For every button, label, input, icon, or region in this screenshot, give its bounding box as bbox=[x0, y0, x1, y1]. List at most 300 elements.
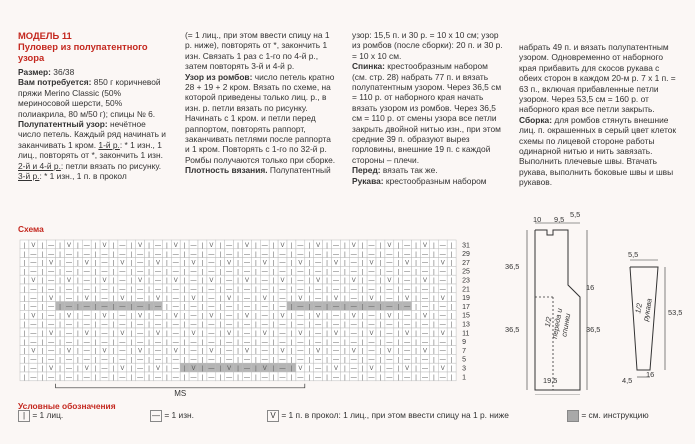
chart-symbol: — bbox=[101, 287, 108, 293]
chart-symbol: — bbox=[315, 260, 322, 267]
chart-symbol: | bbox=[130, 295, 133, 302]
materials-line bbox=[18, 77, 170, 119]
chart-symbol: V bbox=[138, 348, 143, 355]
chart-symbol: | bbox=[361, 269, 364, 276]
chart-symbol: — bbox=[279, 339, 286, 346]
chart-symbol: | bbox=[344, 304, 346, 311]
chart-symbol: — bbox=[279, 331, 286, 337]
chart-symbol: | bbox=[166, 251, 168, 258]
dim-body-right-upper: 16 bbox=[586, 283, 595, 292]
chart-symbol: | bbox=[344, 366, 346, 373]
chart-symbol: — bbox=[386, 269, 393, 276]
chart-symbol: V bbox=[333, 331, 338, 337]
chart-symbol: — bbox=[368, 243, 375, 249]
chart-symbol: — bbox=[421, 375, 428, 381]
chart-symbol: | bbox=[308, 295, 311, 302]
chart-symbol: V bbox=[316, 348, 321, 355]
chart-symbol: | bbox=[41, 287, 44, 293]
chart-symbol: | bbox=[237, 260, 239, 267]
chart-symbol: | bbox=[201, 287, 204, 293]
chart-symbol: V bbox=[387, 313, 392, 320]
chart-symbol: — bbox=[65, 304, 72, 311]
chart-symbol: | bbox=[219, 260, 222, 267]
chart-symbol: | bbox=[59, 251, 61, 258]
chart-symbol: — bbox=[154, 251, 161, 258]
chart-symbol: | bbox=[130, 260, 133, 267]
chart-symbol: | bbox=[308, 339, 311, 346]
chart-symbol: | bbox=[130, 366, 133, 373]
chart-symbol: — bbox=[243, 251, 250, 258]
chart-symbol: — bbox=[172, 269, 179, 276]
chart-symbol: — bbox=[190, 348, 197, 355]
chart-symbol: V bbox=[66, 243, 71, 249]
chart-symbol: — bbox=[386, 357, 393, 364]
chart-symbol: | bbox=[433, 278, 435, 285]
chart-symbol: V bbox=[173, 278, 178, 285]
chart-symbol: V bbox=[155, 366, 160, 373]
chart-symbol: — bbox=[404, 322, 411, 329]
back-line bbox=[352, 61, 504, 165]
chart-symbol: — bbox=[315, 269, 322, 276]
chart-symbol: | bbox=[94, 251, 97, 258]
chart-symbol: | bbox=[237, 357, 239, 364]
chart-symbol: | bbox=[361, 260, 364, 267]
chart-symbol: | bbox=[290, 304, 293, 311]
chart-symbol: — bbox=[101, 322, 108, 329]
chart-symbol: — bbox=[172, 322, 179, 329]
chart-symbol: — bbox=[226, 304, 233, 311]
chart-symbol: | bbox=[94, 331, 97, 337]
model-subtitle: Пуловер из полупатентного узора bbox=[18, 41, 148, 63]
chart-symbol: — bbox=[101, 295, 108, 302]
chart-row-number: 31 bbox=[462, 242, 470, 250]
chart-symbol: | bbox=[415, 260, 417, 267]
chart-symbol: V bbox=[155, 260, 160, 267]
chart-symbol: — bbox=[261, 243, 268, 249]
chart-symbol: | bbox=[219, 357, 222, 364]
chart-symbol: — bbox=[261, 304, 268, 311]
chart-symbol: — bbox=[65, 260, 72, 267]
chart-symbol: | bbox=[201, 339, 204, 346]
chart-symbol: — bbox=[297, 243, 304, 249]
chart-symbol: — bbox=[332, 251, 339, 258]
chart-symbol: — bbox=[172, 295, 179, 302]
chart-symbol: | bbox=[397, 278, 400, 285]
chart-symbol: | bbox=[41, 295, 44, 302]
chart-symbol: — bbox=[368, 269, 375, 276]
chart-symbol: V bbox=[405, 260, 410, 267]
chart-symbol: | bbox=[112, 295, 115, 302]
chart-symbol: — bbox=[30, 322, 37, 329]
chart-symbol: | bbox=[308, 278, 311, 285]
chart-symbol: — bbox=[101, 304, 108, 311]
chart-symbol: | bbox=[433, 348, 435, 355]
chart-symbol: V bbox=[209, 313, 214, 320]
chart-symbol: | bbox=[255, 295, 257, 302]
chart-symbol: | bbox=[415, 357, 417, 364]
chart-symbol: V bbox=[440, 366, 445, 373]
chart-symbol: | bbox=[308, 313, 311, 320]
chart-symbol: — bbox=[297, 348, 304, 355]
chart-symbol: — bbox=[48, 313, 55, 320]
chart-symbol: | bbox=[112, 260, 115, 267]
chart-symbol: | bbox=[183, 251, 186, 258]
chart-symbol: | bbox=[326, 331, 328, 337]
chart-cells bbox=[20, 240, 456, 381]
chart-symbol: | bbox=[379, 313, 382, 320]
chart-symbol: | bbox=[397, 295, 400, 302]
chart-symbol: | bbox=[23, 375, 26, 381]
chart-symbol: — bbox=[172, 357, 179, 364]
chart-symbol: | bbox=[308, 260, 311, 267]
chart-symbol: — bbox=[386, 260, 393, 267]
chart-symbol: — bbox=[190, 304, 197, 311]
pattern-label: Полупатентный узор: bbox=[18, 119, 108, 130]
body-piece-label: 1/2 переда и спинки bbox=[542, 307, 573, 340]
chart-symbol: | bbox=[59, 304, 61, 311]
chart-symbol: | bbox=[308, 331, 311, 337]
chart-symbol: | bbox=[272, 322, 275, 329]
chart-symbol: V bbox=[66, 278, 71, 285]
chart-symbol: — bbox=[439, 251, 446, 258]
chart-symbol: V bbox=[66, 348, 71, 355]
chart-symbol: — bbox=[208, 295, 215, 302]
chart-row-number: 5 bbox=[462, 356, 467, 364]
col2-text1: (= 1 лиц., при этом ввести спицу на 1 р. ниже), повторять от *, закончить 1 изн. Связать 1 раз с 1-го по 4-й р., затем повторять 3-й и 4-й р. bbox=[185, 30, 330, 72]
chart-row-number: 27 bbox=[462, 259, 470, 267]
chart-symbol: | bbox=[59, 313, 61, 320]
chart-symbol: | bbox=[433, 304, 435, 311]
chart-symbol: | bbox=[255, 339, 257, 346]
chart-symbol: — bbox=[137, 251, 144, 258]
chart-row-number: 19 bbox=[462, 295, 470, 303]
chart-symbol: | bbox=[397, 269, 400, 276]
chart-symbol: — bbox=[243, 287, 250, 293]
model-title: МОДЕЛЬ 11 bbox=[18, 30, 72, 41]
chart-symbol: | bbox=[361, 366, 364, 373]
col4-text1: набрать 49 п. и вязать полупатентным узором. Одновременно от наборного края прибавить для скосов рукава с обеих сторон в каждом 20-м р. 7 х 1 п. = 63 п., включая прибавленные петли узором. Через 53,5 см = 160 р. от наборного края все петли закрыть. bbox=[519, 42, 676, 115]
chart-symbol: V bbox=[262, 331, 267, 337]
chart-symbol: | bbox=[361, 278, 364, 285]
chart-symbol: — bbox=[315, 322, 322, 329]
chart-symbol: — bbox=[172, 287, 179, 293]
chart-symbol: | bbox=[23, 366, 26, 373]
chart-symbol: — bbox=[439, 375, 446, 381]
chart-symbol: | bbox=[379, 278, 382, 285]
chart-symbol: — bbox=[208, 269, 215, 276]
chart-symbol: — bbox=[83, 269, 90, 276]
chart-symbol: | bbox=[397, 313, 400, 320]
chart-symbol: | bbox=[94, 313, 97, 320]
chart-symbol: — bbox=[350, 375, 357, 381]
chart-symbol: — bbox=[48, 357, 55, 364]
materials-text: 850 г коричневой пряжи Merino Classic (50% мериносовой шерсти, 50% полиакрила, 80 м/50 г); спицы № 6. bbox=[18, 77, 161, 119]
chart-symbol: | bbox=[201, 243, 204, 249]
chart-symbol: | bbox=[237, 243, 239, 249]
chart-symbol: — bbox=[386, 375, 393, 381]
chart-symbol: | bbox=[255, 357, 257, 364]
chart-symbol: | bbox=[23, 339, 26, 346]
chart-symbol: | bbox=[344, 251, 346, 258]
chart-symbol: — bbox=[137, 331, 144, 337]
chart-symbol: | bbox=[272, 278, 275, 285]
chart-symbol: — bbox=[119, 269, 126, 276]
chart-symbol: | bbox=[450, 269, 453, 276]
chart-symbol: — bbox=[65, 339, 72, 346]
chart-symbol: V bbox=[84, 260, 89, 267]
chart-symbol: | bbox=[255, 331, 257, 337]
chart-symbol: V bbox=[31, 243, 36, 249]
chart-symbol: V bbox=[173, 243, 178, 249]
chart-symbol: | bbox=[255, 251, 257, 258]
chart-symbol: | bbox=[272, 269, 275, 276]
chart-symbol: — bbox=[226, 322, 233, 329]
chart-symbol: — bbox=[332, 269, 339, 276]
chart-symbol: — bbox=[65, 331, 72, 337]
chart-symbol: | bbox=[308, 375, 311, 381]
chart-symbol: | bbox=[379, 339, 382, 346]
chart-symbol: V bbox=[31, 313, 36, 320]
garment-schematic bbox=[505, 205, 690, 395]
chart-symbol: | bbox=[379, 322, 382, 329]
chart-symbol: V bbox=[31, 278, 36, 285]
chart-symbol: | bbox=[94, 243, 97, 249]
chart-symbol: V bbox=[333, 366, 338, 373]
chart-symbol: — bbox=[172, 260, 179, 267]
chart-symbol: V bbox=[244, 348, 249, 355]
chart-symbol: — bbox=[83, 287, 90, 293]
chart-symbol: — bbox=[386, 339, 393, 346]
chart-symbol: V bbox=[138, 243, 143, 249]
chart-symbol: — bbox=[48, 322, 55, 329]
chart-symbol: — bbox=[279, 260, 286, 267]
chart-symbol: | bbox=[361, 243, 364, 249]
chart-symbol: | bbox=[94, 366, 97, 373]
front-line bbox=[352, 165, 504, 175]
assembly-text: для ромбов стянуть внешние лиц. п. окрашенных в серый цвет клеток схемы по лицевой стороне работы одинарной нитью и нить завязать. Выполнить плечевые швы. Втачать рукава, выполнить боковые швы и швы рукавов. bbox=[519, 114, 677, 188]
chart-symbol: — bbox=[208, 331, 215, 337]
chart-symbol: | bbox=[290, 366, 293, 373]
chart-symbol: | bbox=[450, 375, 453, 381]
chart-symbol: V bbox=[351, 313, 356, 320]
chart-symbol: | bbox=[415, 322, 417, 329]
chart-symbol: | bbox=[433, 313, 435, 320]
chart-symbol: | bbox=[166, 304, 168, 311]
chart-symbol: — bbox=[137, 322, 144, 329]
chart-symbol: V bbox=[191, 260, 196, 267]
chart-symbol: — bbox=[368, 287, 375, 293]
chart-symbol: | bbox=[415, 243, 417, 249]
chart-symbol: | bbox=[237, 366, 239, 373]
chart-symbol: V bbox=[387, 278, 392, 285]
chart-symbol: V bbox=[209, 348, 214, 355]
chart-symbol: — bbox=[386, 295, 393, 302]
chart-symbol: — bbox=[421, 331, 428, 337]
chart-symbol: | bbox=[94, 287, 97, 293]
chart-symbol: — bbox=[119, 339, 126, 346]
chart-symbol: — bbox=[119, 357, 126, 364]
chart-symbol: — bbox=[65, 295, 72, 302]
chart-symbol: | bbox=[166, 339, 168, 346]
chart-symbol: | bbox=[255, 287, 257, 293]
back-text: крестообразным набором (см. стр. 28) набрать 77 п. и вязать полупатентным узором. Через 36,5 см = 110 р. от наборного края начать вязать узором из ромбов. Через 36,5 см = 110 р. от смены узора все петли закрыть двойной нитью изн., при этом средние 39 п. образуют вырез горловины, внешние 19 п. с каждой стороны – плечи. bbox=[352, 61, 502, 165]
chart-symbol: | bbox=[41, 357, 44, 364]
chart-symbol: | bbox=[415, 348, 417, 355]
chart-symbol: — bbox=[404, 357, 411, 364]
chart-symbol: — bbox=[154, 313, 161, 320]
chart-symbol: | bbox=[326, 357, 328, 364]
chart-symbol: — bbox=[332, 243, 339, 249]
chart-symbol: | bbox=[112, 331, 115, 337]
chart-symbol: — bbox=[48, 278, 55, 285]
chart-symbol: — bbox=[261, 357, 268, 364]
chart-symbol: | bbox=[433, 339, 435, 346]
chart-symbol: — bbox=[48, 348, 55, 355]
chart-symbol: — bbox=[137, 339, 144, 346]
chart-symbol: | bbox=[397, 375, 400, 381]
chart-symbol: | bbox=[130, 243, 133, 249]
chart-symbol: | bbox=[77, 331, 79, 337]
chart-row-number: 15 bbox=[462, 312, 470, 320]
chart-row-number: 23 bbox=[462, 277, 470, 285]
chart-symbol: | bbox=[344, 269, 346, 276]
chart-symbol: | bbox=[237, 278, 239, 285]
chart-symbol: — bbox=[65, 322, 72, 329]
chart-symbol: | bbox=[450, 243, 453, 249]
chart-symbol: | bbox=[130, 348, 133, 355]
chart-symbol: — bbox=[368, 322, 375, 329]
chart-row-number: 3 bbox=[462, 365, 467, 373]
legend-knit-symbol: | bbox=[18, 410, 30, 422]
chart-symbol: — bbox=[83, 313, 90, 320]
chart-symbol: | bbox=[326, 339, 328, 346]
chart-symbol: | bbox=[41, 331, 44, 337]
chart-symbol: | bbox=[148, 322, 150, 329]
chart-symbol: | bbox=[183, 348, 186, 355]
chart-symbol: | bbox=[148, 313, 150, 320]
chart-row-number: 13 bbox=[462, 321, 470, 329]
chart-symbol: — bbox=[226, 243, 233, 249]
chart-symbol: V bbox=[49, 331, 54, 337]
chart-symbol: — bbox=[315, 375, 322, 381]
chart-symbol: | bbox=[361, 357, 364, 364]
chart-symbol: — bbox=[137, 304, 144, 311]
chart-symbol: | bbox=[23, 331, 26, 337]
chart-symbol: — bbox=[101, 269, 108, 276]
chart-symbol: | bbox=[41, 375, 44, 381]
chart-symbol: | bbox=[290, 313, 293, 320]
chart-symbol: | bbox=[344, 322, 346, 329]
chart-symbol: — bbox=[261, 375, 268, 381]
chart-symbol: | bbox=[255, 322, 257, 329]
chart-symbol: — bbox=[101, 375, 108, 381]
chart-symbol: | bbox=[183, 243, 186, 249]
chart-symbol: — bbox=[154, 269, 161, 276]
chart-symbol: | bbox=[201, 260, 204, 267]
chart-symbol: — bbox=[190, 287, 197, 293]
chart-symbol: | bbox=[130, 357, 133, 364]
chart-symbol: V bbox=[49, 260, 54, 267]
chart-symbol: | bbox=[59, 322, 61, 329]
chart-symbol: | bbox=[201, 348, 204, 355]
chart-symbol: | bbox=[23, 287, 26, 293]
chart-symbol: | bbox=[450, 278, 453, 285]
chart-symbol: — bbox=[83, 375, 90, 381]
chart-symbol: | bbox=[166, 260, 168, 267]
chart-symbol: | bbox=[59, 260, 61, 267]
chart-symbol: | bbox=[112, 287, 115, 293]
chart-symbol: — bbox=[226, 348, 233, 355]
chart-symbol: | bbox=[59, 357, 61, 364]
chart-symbol: — bbox=[439, 322, 446, 329]
chart-symbol: — bbox=[154, 243, 161, 249]
chart-symbol: | bbox=[433, 375, 435, 381]
row24-text: : петли вязать по рисунку. bbox=[60, 160, 162, 171]
pattern-line bbox=[18, 119, 170, 181]
chart-symbol: — bbox=[119, 348, 126, 355]
chart-symbol: | bbox=[148, 269, 150, 276]
chart-symbol: | bbox=[201, 322, 204, 329]
density-line bbox=[185, 165, 337, 175]
chart-symbol: — bbox=[172, 304, 179, 311]
chart-symbol: V bbox=[422, 313, 427, 320]
row24-label: 2-й и 4-й р. bbox=[18, 160, 61, 171]
chart-symbol: | bbox=[166, 348, 168, 355]
legend-gray-symbol bbox=[567, 410, 579, 422]
chart-symbol: — bbox=[332, 287, 339, 293]
chart-symbol: — bbox=[30, 304, 37, 311]
chart-symbol: | bbox=[148, 357, 150, 364]
chart-symbol: | bbox=[397, 348, 400, 355]
chart-symbol: | bbox=[272, 357, 275, 364]
row1-label: 1-й р. bbox=[98, 139, 120, 150]
chart-symbol: | bbox=[379, 304, 382, 311]
assembly-label: Сборка: bbox=[519, 114, 552, 125]
chart-symbol: — bbox=[350, 322, 357, 329]
chart-symbol: | bbox=[166, 375, 168, 381]
chart-symbol: | bbox=[326, 366, 328, 373]
chart-symbol: | bbox=[308, 251, 311, 258]
rhombus-label: Узор из ромбов: bbox=[185, 71, 253, 82]
chart-symbol: | bbox=[450, 322, 453, 329]
chart-symbol: | bbox=[94, 295, 97, 302]
chart-symbol: — bbox=[190, 313, 197, 320]
chart-symbol: | bbox=[450, 287, 453, 293]
rhombus-text: число петель кратно 28 + 19 + 2 кром. Вязать по схеме, на которой приведены только лиц. р., в изн. р. петли вязать по рисунку. Начинать с 1 кром. и петли перед раппортом, повторять раппорт, заканчивать петлями после раппорта и 1 кром. Повторять с 1-го по 32-й р. Ромбы получаются только при сборке. bbox=[185, 71, 336, 165]
chart-symbol: — bbox=[332, 322, 339, 329]
chart-symbol: | bbox=[166, 357, 168, 364]
dim-sleeve-right: 53,5 bbox=[668, 308, 683, 317]
chart-symbol: | bbox=[219, 251, 222, 258]
chart-symbol: | bbox=[255, 313, 257, 320]
pattern-text: нечётное число петель. Каждый ряд начинать и заканчивать 1 кром. bbox=[18, 119, 166, 150]
chart-symbol: — bbox=[190, 375, 197, 381]
dim-body-top-mid: 9,5 bbox=[554, 215, 565, 224]
chart-symbol: — bbox=[421, 295, 428, 302]
chart-symbol: | bbox=[326, 295, 328, 302]
chart-symbol: | bbox=[379, 357, 382, 364]
chart-symbol: | bbox=[201, 331, 204, 337]
chart-symbol: | bbox=[379, 251, 382, 258]
chart-symbol: | bbox=[23, 278, 26, 285]
chart-symbol: V bbox=[155, 295, 160, 302]
chart-symbol: | bbox=[255, 375, 257, 381]
chart-symbol: | bbox=[344, 287, 346, 293]
chart-symbol: — bbox=[261, 278, 268, 285]
chart-symbol: | bbox=[272, 304, 275, 311]
chart-symbol: | bbox=[201, 278, 204, 285]
chart-symbol: — bbox=[65, 357, 72, 364]
